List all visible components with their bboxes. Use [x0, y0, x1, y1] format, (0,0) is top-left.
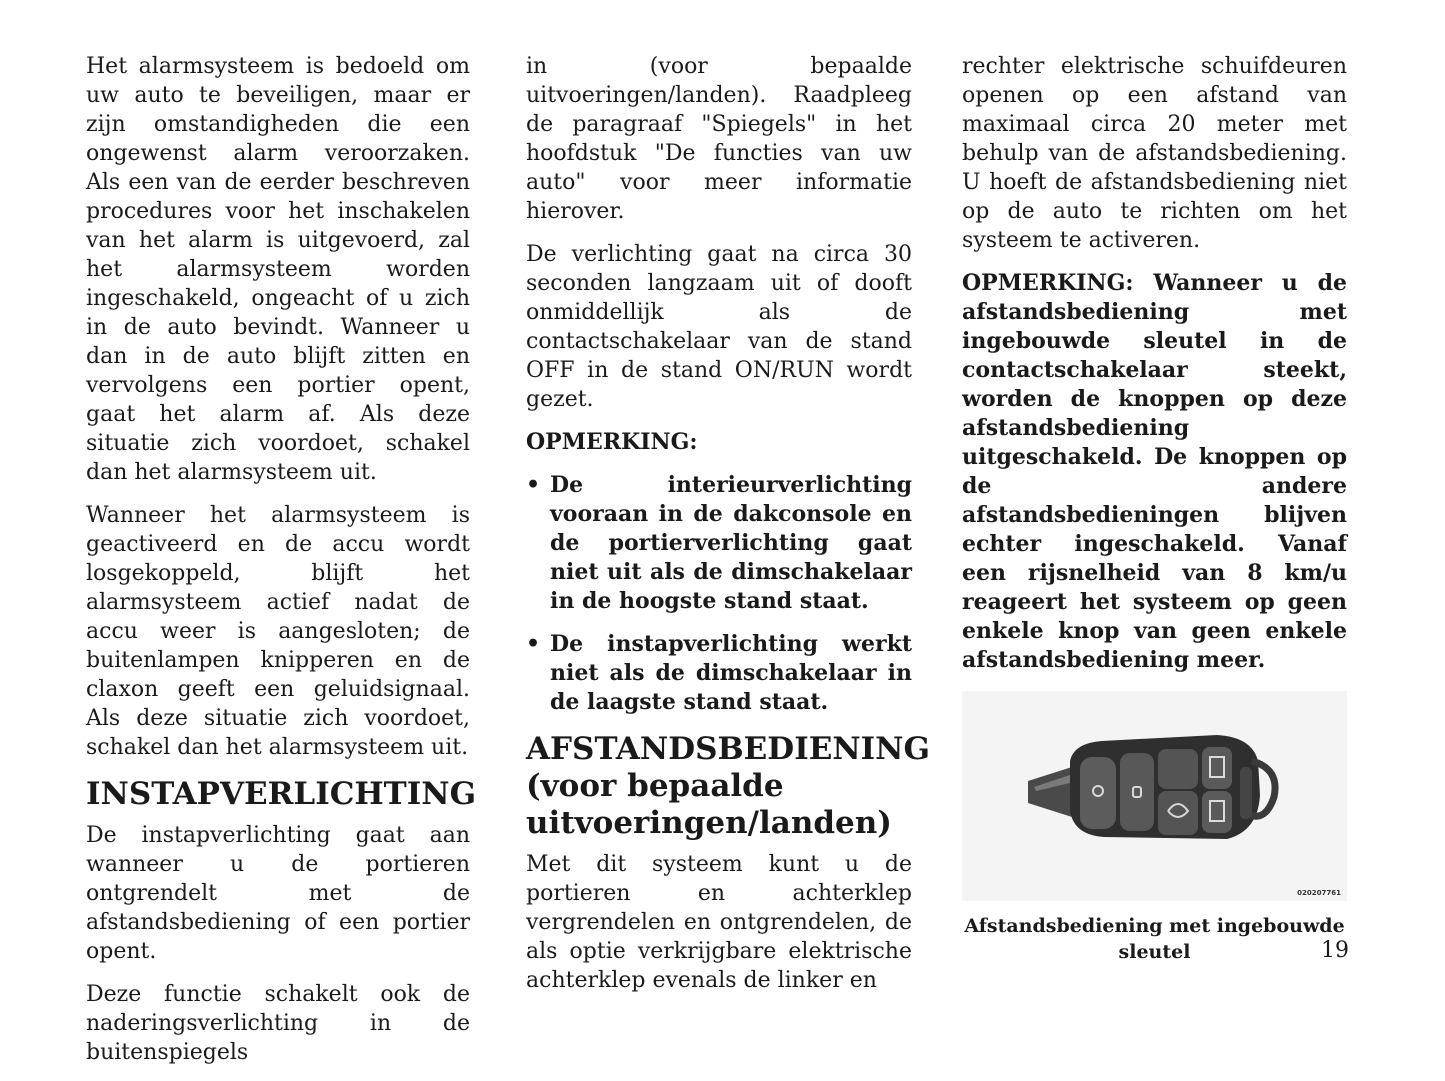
unlock-button-shape — [1080, 757, 1116, 829]
paragraph-alarm-battery: Wanneer het alarmsysteem is geactiveerd en de accu wordt losgekoppeld, blijft het alarmsysteem actief nadat de accu weer is aangesloten; de buitenlampen knipperen en de claxon geeft een geluidsignaal. Als deze situatie zich voordoet, schakel dan het alarmsysteem uit. — [86, 503, 470, 760]
note-remote-key: OPMERKING: Wanneer u de afstandsbediening met ingebouwde sleutel in de contactschakelaar steekt, worden de knoppen op deze afstandsbediening uitgeschakeld. De knoppen op de andere afstandsbedieningen blijven echter ingeschakeld. Vanaf een rijsnelheid van 8 km/u reageert het systeem op geen enkele knop van geen enkele afstandsbediening meer. — [962, 270, 1347, 673]
paragraph-instap-2: Deze functie schakelt ook de naderingsverlichting in de buitenspiegels — [86, 982, 470, 1065]
key-fob-illustration — [962, 691, 1347, 901]
left-door-button-shape — [1202, 747, 1232, 789]
caption-line: Afstandsbediening met ingebouwde — [964, 915, 1345, 937]
note-bullet-item — [526, 471, 912, 616]
paragraph-mirror-continued: in (voor bepaalde uitvoeringen/landen). Raadpleeg de paragraaf "Spiegels" in het hoofdstuk "De functies van uw auto" voor meer informatie hierover. — [526, 54, 912, 224]
paragraph-alarm-intro: Het alarmsysteem is bedoeld om uw auto te beveiligen, maar er zijn omstandigheden die een ongewenst alarm veroorzaken. Als een van de eerder beschreven procedures voor het inschakelen van het alarm is uitgevoerd, zal het alarmsysteem worden ingeschakeld, ongeacht of u zich in de auto bevindt. Wanneer u dan in de auto blijft zitten en vervolgens een portier opent, gaat het alarm af. Als deze situatie zich voordoet, schakel dan het alarmsysteem uit. — [86, 54, 470, 485]
paragraph-remote-intro: Met dit systeem kunt u de portieren en achterklep vergrendelen en ontgrendelen, de als optie verkrijgbare elektrische achterklep evenals de linker en — [526, 852, 912, 993]
column-middle — [526, 52, 930, 1009]
paragraph-light-timeout: De verlichting gaat na circa 30 seconden langzaam uit of dooft onmiddellijk als de contactschakelaar van de stand OFF in de stand ON/RUN wordt gezet. — [526, 242, 912, 412]
note-bullet-list — [526, 471, 912, 717]
bullet-marker: • — [526, 631, 541, 657]
panic-button-shape — [1158, 749, 1198, 789]
heading-instapverlichting: INSTAPVERLICHTING — [86, 776, 477, 812]
note-label: OPMERKING: — [526, 429, 698, 455]
heading-line: (voor bepaalde — [526, 768, 784, 804]
caption-line: sleutel — [1118, 941, 1191, 963]
column-left — [86, 52, 477, 1081]
key-fob-figure — [962, 691, 1347, 901]
remote-start-button-shape — [1158, 791, 1198, 835]
fob-side-panel — [1240, 767, 1252, 819]
right-door-button-shape — [1202, 791, 1232, 833]
paragraph-instap-1: De instapverlichting gaat aan wanneer u de portieren ontgrendelt met de afstandsbediening of een portier opent. — [86, 823, 470, 964]
heading-line: AFSTANDSBEDIENING — [526, 731, 930, 767]
bullet-text: De instapverlichting werkt niet als de dimschakelaar in de laagste stand staat. — [550, 631, 912, 715]
bullet-text: De interieurverlichting vooraan in de dakconsole en de portierverlichting gaat niet uit als de dimschakelaar in de hoogste stand staat. — [550, 472, 912, 614]
heading-afstandsbediening — [526, 731, 930, 842]
lock-button-shape — [1120, 753, 1154, 831]
figure-code: 020207761 — [1297, 889, 1341, 897]
paragraph-remote-continued: rechter elektrische schuifdeuren openen op een afstand van maximaal circa 20 meter met behulp van de afstandsbediening. U hoeft de afstandsbediening niet op de auto te richten om het systeem te activeren. — [962, 54, 1347, 253]
note-bullet-item — [526, 630, 912, 717]
page-number: 19 — [1321, 938, 1349, 963]
figure-caption — [962, 913, 1347, 965]
bullet-marker: • — [526, 472, 541, 498]
heading-line: uitvoeringen/landen) — [526, 805, 892, 841]
column-right — [962, 52, 1347, 965]
key-blade-shape — [1028, 767, 1072, 817]
